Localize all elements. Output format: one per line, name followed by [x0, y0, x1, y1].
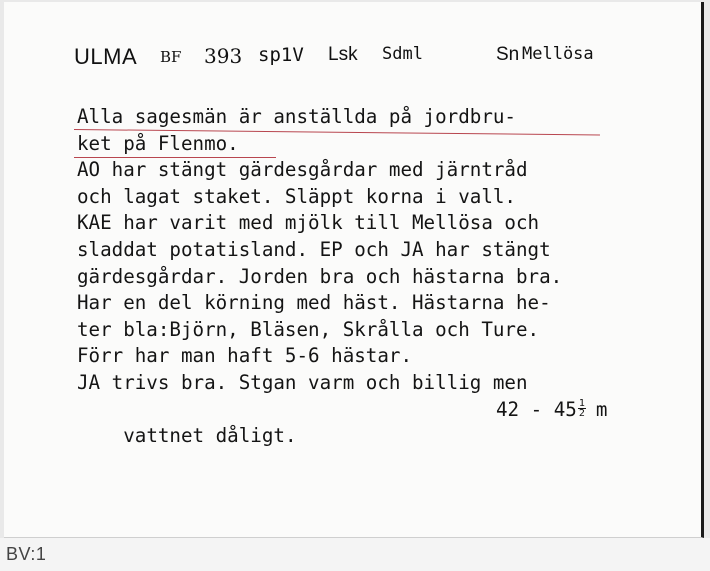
text-line: Har en del körning med häst. Hästarna he- — [77, 291, 551, 315]
text-line: sladdat potatisland. EP och JA har stängt — [77, 237, 551, 261]
text-line: och lagat staket. Släppt korna i vall. — [77, 184, 516, 208]
text-line-last — [77, 397, 677, 448]
header-parish: Mellösa — [522, 44, 594, 64]
text-line: Alla sagesmän är anställda på jordbru- — [77, 105, 516, 128]
measure-unit: m — [595, 397, 608, 421]
header-record-number: 393 — [204, 44, 243, 68]
text-line: AO har stängt gärdesgårdar med järntråd — [77, 158, 528, 182]
text-line: KAE har varit med mjölk till Mellösa och — [77, 211, 540, 235]
header-sp-code: sp1V — [258, 44, 304, 66]
card-header — [74, 44, 674, 78]
header-province: Sdml — [382, 44, 423, 64]
measurement — [496, 397, 607, 424]
header-sn-label: Sn — [496, 44, 520, 65]
header-bf-label: BF — [160, 48, 182, 66]
text-line: Förr har man haft 5-6 hästar. — [77, 344, 413, 368]
text-line: ket på Flenmo. — [77, 131, 239, 155]
text-line: gärdesgårdar. Jorden bra och hästarna bra. — [77, 264, 563, 288]
measure-range: 42 - 45 — [496, 397, 577, 421]
fraction-numerator: 1 — [578, 397, 585, 409]
text-line-content: vattnet dåligt. — [123, 424, 297, 448]
header-lsk-label: Lsk — [328, 44, 358, 65]
text-line: ter bla:Björn, Bläsen, Skrålla och Ture. — [77, 317, 540, 341]
archive-code-stamp: BV:1 — [6, 544, 47, 564]
text-line: JA trivs bra. Stgan varm och billig men — [77, 370, 528, 394]
measure-fraction — [578, 399, 586, 418]
card-body-text — [77, 104, 677, 448]
fraction-denominator: 2 — [578, 407, 585, 419]
card-bottom-margin — [0, 538, 710, 571]
header-archive-name: ULMA — [74, 44, 138, 69]
